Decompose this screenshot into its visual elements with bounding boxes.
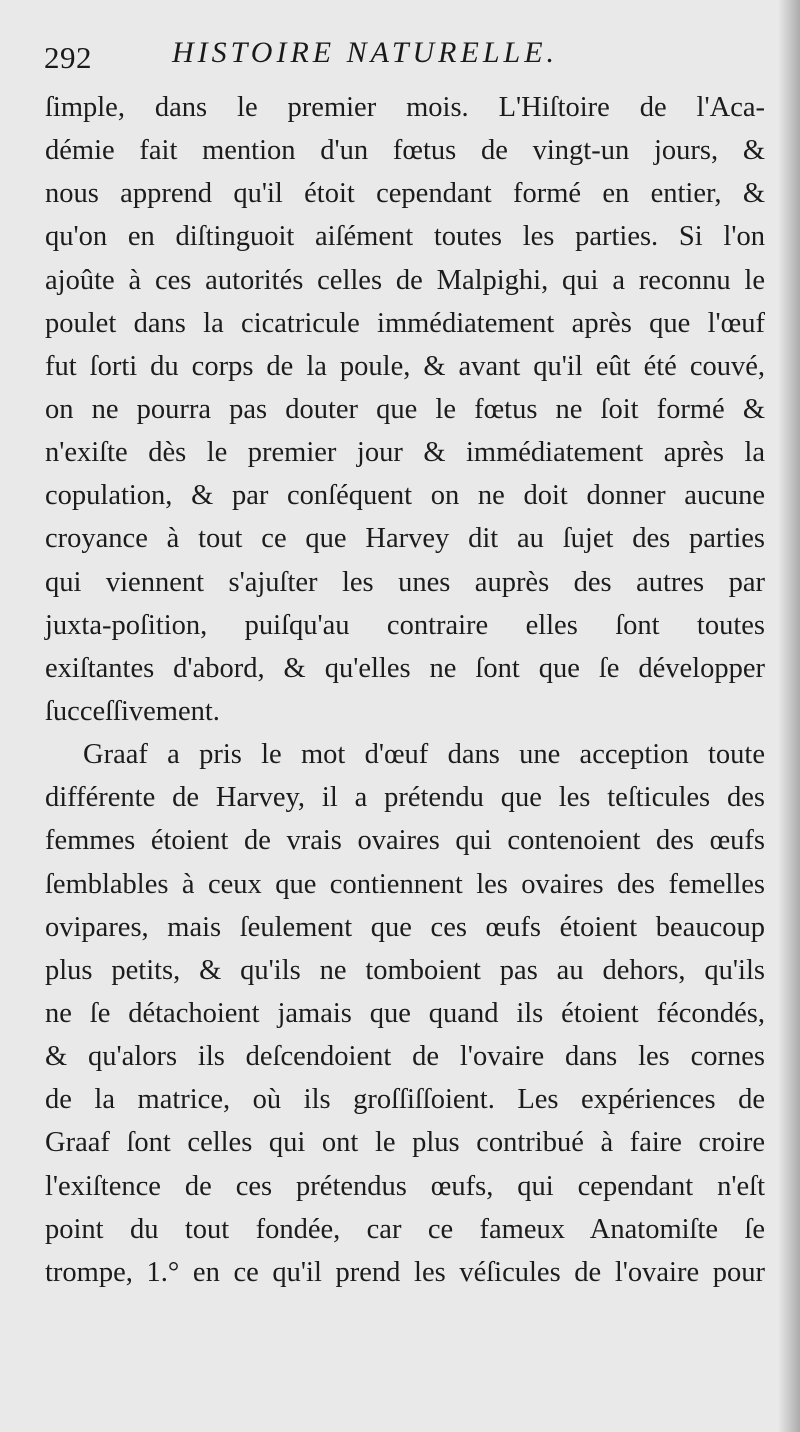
text-line: ſemblables à ceux que contiennent les ovaires des femelles <box>45 868 765 900</box>
text-line: l'exiſtence de ces prétendus œufs, qui cependant n'eſt <box>45 1170 765 1202</box>
text-line: Graaf a pris le mot d'œuf dans une acception toute <box>83 739 765 771</box>
running-title: HISTOIRE NATURELLE. <box>172 36 559 69</box>
text-line: Graaf ſont celles qui ont le plus contribué à faire croire <box>45 1127 765 1159</box>
text-line: nous apprend qu'il étoit cependant formé en entier, & <box>45 178 765 210</box>
text-line: fut ſorti du corps de la poule, & avant qu'il eût été couvé, <box>45 350 765 382</box>
paragraph-1 <box>45 86 765 733</box>
text-line: différente de Harvey, il a prétendu que les teſticules des <box>45 782 765 814</box>
page-number: 292 <box>44 40 92 75</box>
text-line: exiſtantes d'abord, & qu'elles ne ſont que ſe développer <box>45 652 765 684</box>
paragraph-2 <box>45 733 765 1294</box>
text-line: de la matrice, où ils groſſiſſoient. Les expériences de <box>45 1084 765 1116</box>
text-line: on ne pourra pas douter que le fœtus ne ſoit formé & <box>45 393 765 425</box>
page-edge-shadow <box>778 0 800 1432</box>
text-line: trompe, 1.° en ce qu'il prend les véſicules de l'ovaire pour <box>45 1256 765 1288</box>
text-line: juxta-poſition, puiſqu'au contraire elles ſont toutes <box>45 609 765 641</box>
text-line: croyance à tout ce que Harvey dit au ſujet des parties <box>45 523 765 555</box>
text-line: copulation, & par conſéquent on ne doit donner aucune <box>45 480 765 512</box>
text-line: & qu'alors ils deſcendoient de l'ovaire dans les cornes <box>45 1041 765 1073</box>
page-header <box>44 36 764 80</box>
text-line: poulet dans la cicatricule immédiatement après que l'œuf <box>45 307 765 339</box>
text-line: ſimple, dans le premier mois. L'Hiſtoire de l'Aca- <box>45 92 765 123</box>
text-line: ovipares, mais ſeulement que ces œufs étoient beaucoup <box>45 911 765 943</box>
text-line: qu'on en diſtinguoit aiſément toutes les parties. Si l'on <box>45 221 765 253</box>
text-line: plus petits, & qu'ils ne tomboient pas au dehors, qu'ils <box>45 954 765 986</box>
text-line: démie fait mention d'un fœtus de vingt-un jours, & <box>45 135 765 167</box>
text-line: ne ſe détachoient jamais que quand ils étoient fécondés, <box>45 997 765 1029</box>
body-text <box>45 86 765 1294</box>
text-line: ajoûte à ces autorités celles de Malpighi, qui a reconnu le <box>45 264 765 296</box>
text-line: n'exiſte dès le premier jour & immédiatement après la <box>45 437 765 469</box>
text-line: ſucceſſivement. <box>45 695 220 727</box>
text-line: femmes étoient de vrais ovaires qui contenoient des œufs <box>45 825 765 857</box>
text-line: qui viennent s'ajuſter les unes auprès des autres par <box>45 566 765 598</box>
text-line: point du tout fondée, car ce fameux Anatomiſte ſe <box>45 1213 765 1245</box>
